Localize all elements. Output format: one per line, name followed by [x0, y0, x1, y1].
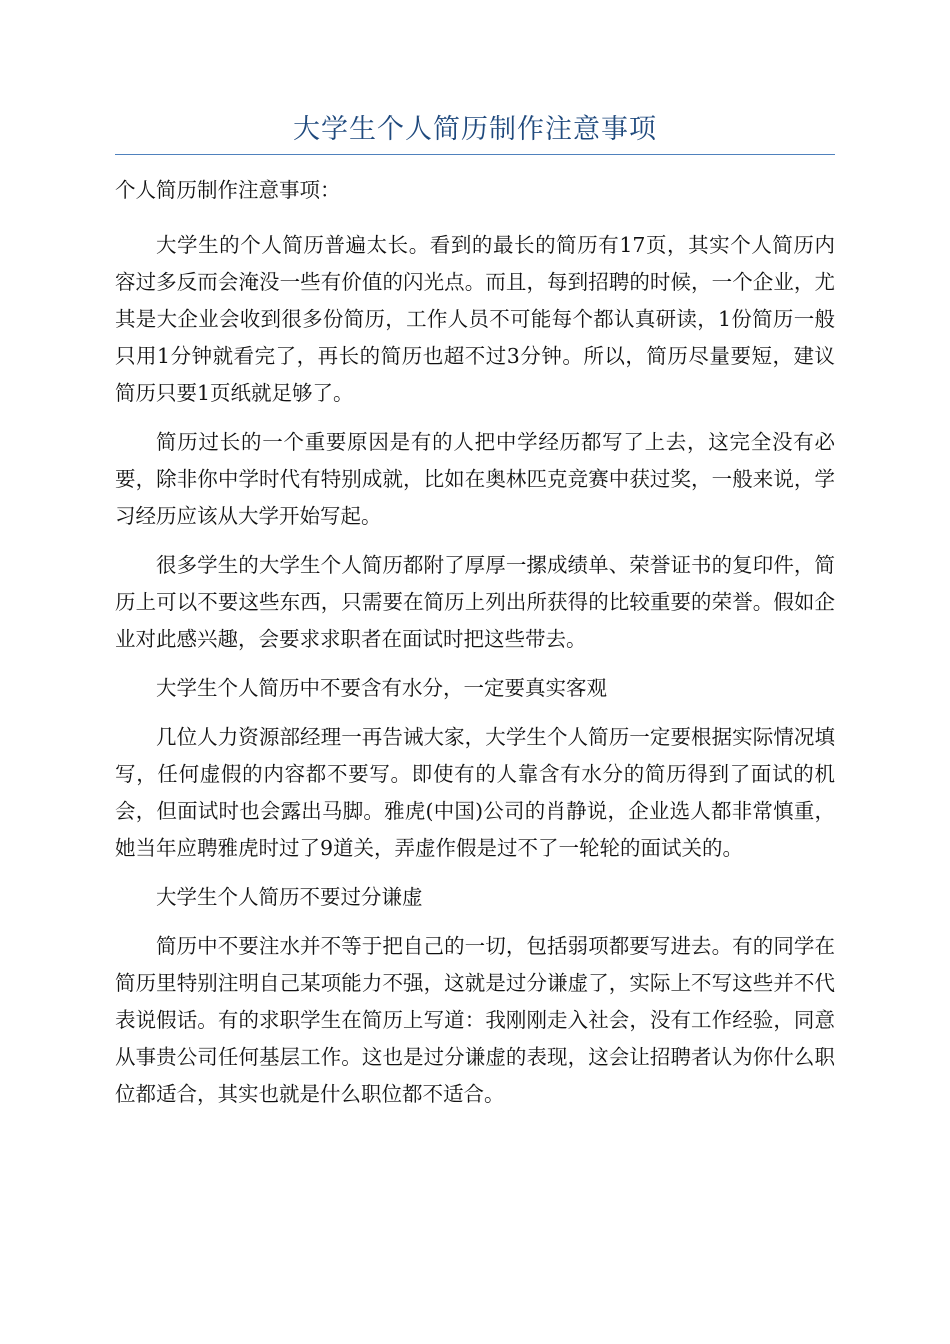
intro-heading: 个人简历制作注意事项：: [115, 178, 341, 202]
paragraph: 简历中不要注水并不等于把自己的一切，包括弱项都要写进去。有的同学在简历里特别注明自己某项能力不强，这就是过分谦虚了，实际上不写这些并不代表说假话。有的求职学生在简历上写道：我刚刚走入社会，没有工作经验，同意从事贵公司任何基层工作。这也是过分谦虚的表现，这会让招聘者认为你什么职位都适合，其实也就是什么职位都不适合。: [115, 934, 835, 1106]
title-underline: [115, 154, 835, 155]
section-heading: 大学生个人简历不要过分谦虚: [156, 885, 423, 909]
paragraph: 几位人力资源部经理一再告诫大家，大学生个人简历一定要根据实际情况填写，任何虚假的内容都不要写。即使有的人靠含有水分的简历得到了面试的机会，但面试时也会露出马脚。雅虎(中国)公司的肖静说，企业选人都非常慎重，她当年应聘雅虎时过了9道关，弄虚作假是过不了一轮轮的面试关的。: [115, 725, 835, 860]
section-heading: 大学生个人简历中不要含有水分，一定要真实客观: [156, 676, 607, 700]
paragraph: 很多学生的大学生个人简历都附了厚厚一摞成绩单、荣誉证书的复印件，简历上可以不要这些东西，只需要在简历上列出所获得的比较重要的荣誉。假如企业对此感兴趣，会要求求职者在面试时把这些带去。: [115, 553, 835, 651]
document-title: 大学生个人简历制作注意事项: [293, 114, 657, 145]
document-body: [115, 172, 835, 1125]
paragraph: 简历过长的一个重要原因是有的人把中学经历都写了上去，这完全没有必要，除非你中学时代有特别成就，比如在奥林匹克竞赛中获过奖，一般来说，学习经历应该从大学开始写起。: [115, 430, 835, 528]
paragraph: 大学生的个人简历普遍太长。看到的最长的简历有17页，其实个人简历内容过多反而会淹没一些有价值的闪光点。而且，每到招聘的时候，一个企业，尤其是大企业会收到很多份简历，工作人员不可能每个都认真研读，1份简历一般只用1分钟就看完了，再长的简历也超不过3分钟。所以，简历尽量要短，建议简历只要1页纸就足够了。: [115, 233, 835, 405]
